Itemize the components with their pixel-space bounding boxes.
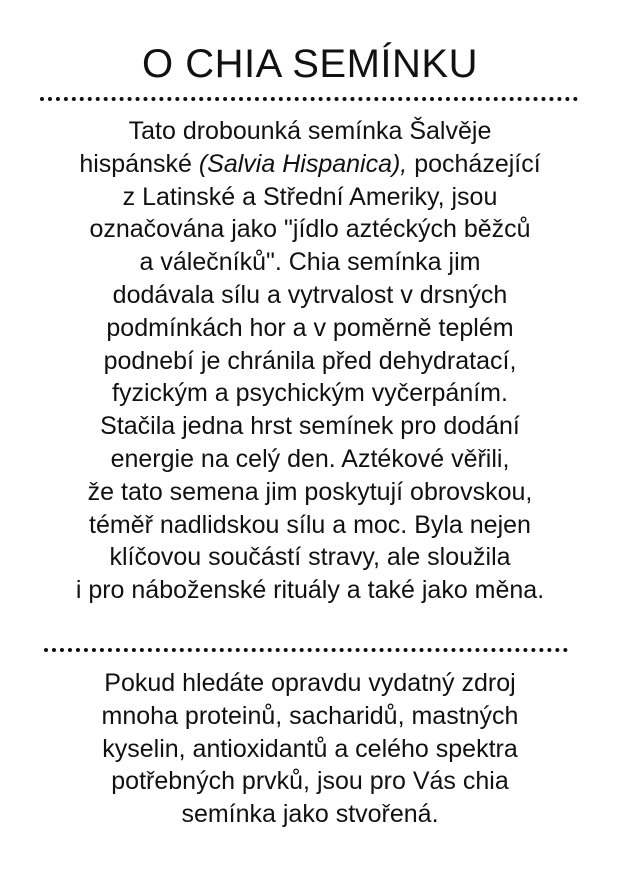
intro-line: z Latinské a Střední Ameriky, jsou bbox=[122, 182, 498, 211]
outro-line: Pokud hledáte opravdu vydatný zdroj bbox=[104, 669, 516, 697]
intro-line: energie na celý den. Aztékové věřili, bbox=[110, 444, 510, 473]
intro-line bbox=[0, 148, 620, 181]
dotted-divider-top bbox=[40, 97, 578, 101]
intro-line: Tato drobounká semínka Šalvěje bbox=[128, 117, 492, 145]
intro-paragraph bbox=[0, 115, 620, 607]
outro-line: potřebných prvků, jsou pro Vás chia bbox=[111, 767, 509, 796]
intro-line: klíčovou součástí stravy, ale sloužila bbox=[109, 543, 511, 572]
intro-line: že tato semena jim poskytují obrovskou, bbox=[87, 477, 533, 506]
intro-text: pocházející bbox=[407, 149, 541, 178]
intro-line: označována jako "jídlo aztéckých běžců bbox=[89, 215, 531, 244]
intro-line: dodávala sílu a vytrvalost v drsných bbox=[112, 280, 508, 309]
latin-name: (Salvia Hispanica), bbox=[198, 149, 408, 178]
outro-line: semínka jako stvořená. bbox=[181, 800, 439, 829]
intro-text: hispánské bbox=[79, 149, 199, 178]
intro-line: i pro náboženské rituály a také jako měna. bbox=[75, 576, 545, 605]
intro-line: fyzickým a psychickým vyčerpáním. bbox=[112, 379, 508, 408]
intro-line: podnebí je chránila před dehydratací, bbox=[103, 346, 517, 375]
outro-line: kyselin, antioxidantů a celého spektra bbox=[102, 734, 518, 763]
dotted-divider-middle bbox=[44, 648, 568, 652]
intro-line: a válečníků". Chia semínka jim bbox=[139, 248, 481, 277]
intro-line: Stačila jedna hrst semínek pro dodání bbox=[100, 412, 520, 441]
outro-paragraph bbox=[0, 667, 620, 831]
intro-line: podmínkách hor a v poměrně teplém bbox=[106, 313, 514, 342]
outro-line: mnoha proteinů, sacharidů, mastných bbox=[101, 701, 519, 730]
intro-line: téměř nadlidskou sílu a moc. Byla nejen bbox=[89, 510, 531, 539]
page-title: O CHIA SEMÍNKU bbox=[142, 42, 478, 86]
